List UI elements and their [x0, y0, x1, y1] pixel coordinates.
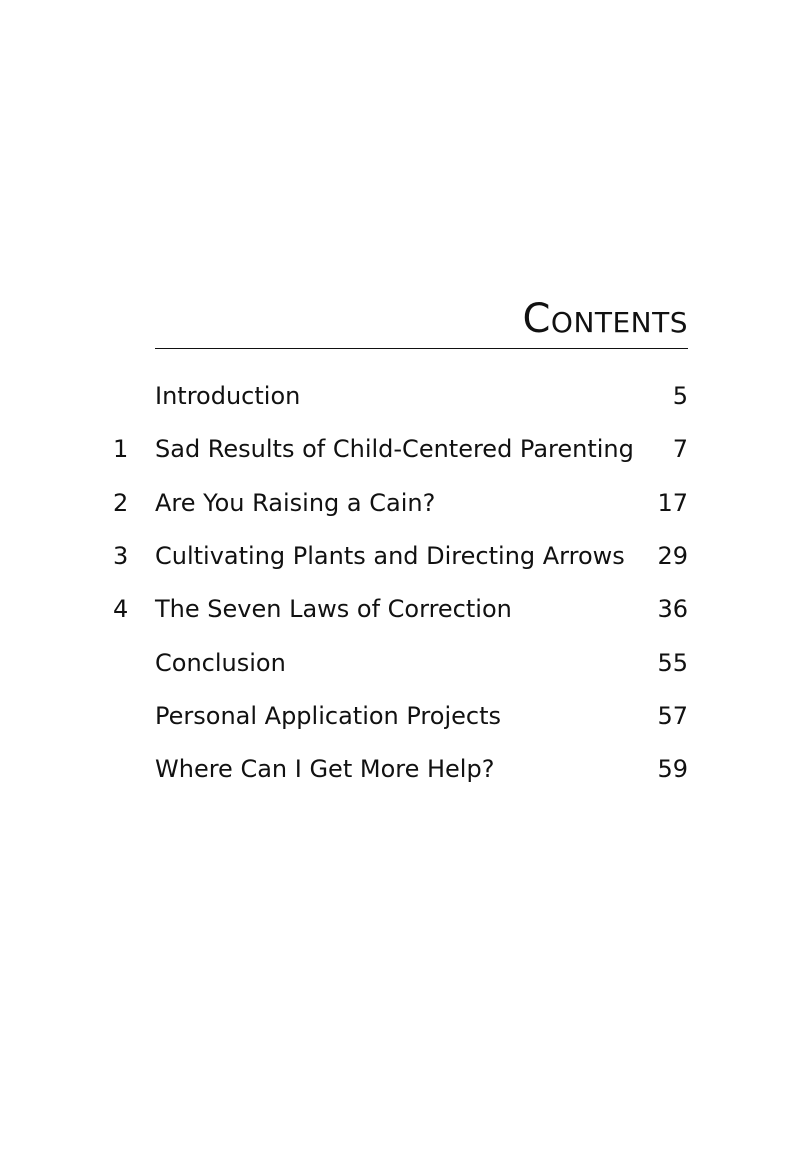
chapter-title: Where Can I Get More Help? — [155, 755, 495, 783]
page-number: 17 — [657, 489, 688, 517]
page-number: 57 — [657, 702, 688, 730]
chapter-title: Conclusion — [155, 649, 286, 677]
page-number: 5 — [672, 382, 688, 410]
chapter-title: Are You Raising a Cain? — [155, 489, 436, 517]
toc-entry-personal-application-projects[interactable] — [0, 690, 803, 743]
chapter-title: Sad Results of Child-Centered Parenting — [155, 435, 634, 463]
page-number: 29 — [657, 542, 688, 570]
page-title: Contents — [522, 296, 688, 342]
toc-entry-conclusion[interactable] — [0, 637, 803, 690]
page-number: 59 — [657, 755, 688, 783]
page-number: 36 — [657, 595, 688, 623]
chapter-number: 2 — [113, 489, 129, 517]
toc-entry-more-help[interactable] — [0, 743, 803, 796]
chapter-title: Introduction — [155, 382, 301, 410]
chapter-number: 3 — [113, 542, 129, 570]
chapter-number: 1 — [113, 435, 129, 463]
chapter-title: Cultivating Plants and Directing Arrows — [155, 542, 625, 570]
toc-entry-chapter-2[interactable] — [0, 477, 803, 530]
page-number: 7 — [672, 435, 688, 463]
chapter-title: The Seven Laws of Correction — [155, 595, 512, 623]
chapter-number: 4 — [113, 595, 129, 623]
toc-entry-chapter-1[interactable] — [0, 423, 803, 476]
toc-entry-chapter-4[interactable] — [0, 583, 803, 636]
toc-entry-introduction[interactable] — [0, 370, 803, 423]
toc-entry-chapter-3[interactable] — [0, 530, 803, 583]
page-number: 55 — [657, 649, 688, 677]
chapter-title: Personal Application Projects — [155, 702, 501, 730]
heading-divider — [155, 348, 688, 349]
